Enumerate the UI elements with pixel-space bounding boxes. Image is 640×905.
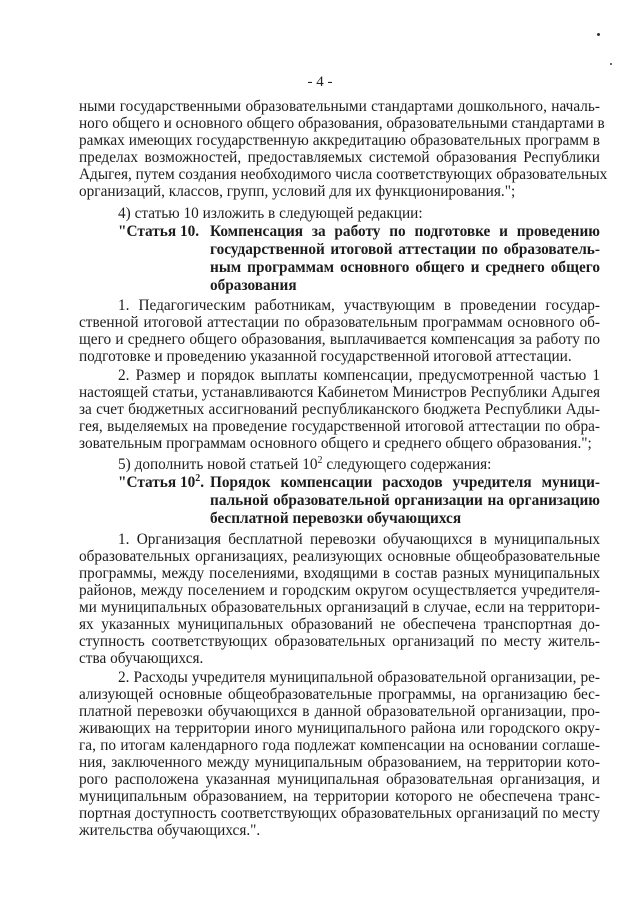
body-line: щего и среднего общего образования, выплачивается компенсация за работу по: [79, 331, 600, 348]
article-10-2-heading-line: пальной образовательной организации на организацию: [210, 492, 600, 509]
body-line: за счет бюджетных ассигнований республиканского бюджета Республики Ады-: [79, 401, 600, 418]
body-line: гея, выделяемых на проведение государственной итоговой аттестации по обра-: [79, 418, 600, 435]
scan-speck: [610, 63, 612, 65]
amendment-text: 5) дополнить новой статьей 10: [118, 456, 318, 473]
body-line: программы, между поселениями, входящими в состав разных муниципальных: [79, 565, 600, 582]
body-line: Адыгея, путем создания необходимого числа соответствующих образовательных: [79, 166, 608, 183]
body-line: портная доступность соответствующих образовательных организаций по месту: [79, 805, 600, 822]
amendment-item: 4) статью 10 изложить в следующей редакции:: [118, 205, 423, 222]
body-line: подготовке и проведению указанной государственной итоговой аттестации.: [79, 348, 572, 365]
body-line: платной перевозки обучающихся в данной образовательной организации, про-: [79, 703, 600, 720]
article-10-2-heading-line: бесплатной перевозки обучающихся: [210, 510, 462, 527]
article-label-text: "Статья 10: [118, 474, 196, 491]
body-line: районов, между поселением и городским округом осуществляется учредителя-: [79, 582, 600, 599]
body-line: ственной итоговой аттестации по образовательным программам основного об-: [79, 314, 600, 331]
superscript: 2: [317, 454, 323, 466]
body-line: ступность соответствующих образовательных организаций по месту житель-: [79, 633, 600, 650]
body-line: жительства обучающихся.".: [79, 822, 261, 839]
body-line: настоящей статьи, устанавливаются Кабинетом Министров Республики Адыгея: [79, 384, 601, 401]
article-10-heading-line: государственной итоговой аттестации по образователь-: [210, 241, 600, 258]
body-line: ного общего и основного общего образования, образовательными стандартами в: [79, 115, 605, 132]
body-line: пределах возможностей, предоставляемых системой образования Республики: [79, 149, 600, 166]
article-10-heading-line: ным программам основного общего и среднего общего: [210, 259, 600, 276]
body-line: 2. Размер и порядок выплаты компенсации, предусмотренной частью 1: [118, 367, 600, 384]
body-line: ния, заключенного между муниципальным образованием, на территории кото-: [79, 754, 600, 771]
body-line: 1. Педагогическим работникам, участвующим в проведении государ-: [118, 297, 600, 314]
article-10-label: "Статья 10.: [118, 223, 200, 240]
body-line: ства обучающихся.: [79, 650, 204, 667]
body-line: зовательным программам основного общего и среднего общего образования.";: [79, 435, 592, 452]
body-line: ми муниципальных образовательных организаций в случае, если на территори-: [79, 599, 600, 616]
body-line: га, по итогам календарного года подлежат компенсации на основании соглаше-: [79, 737, 600, 754]
body-line: муниципальным образованием, на территории которого не обеспечена транс-: [79, 788, 600, 805]
body-line: живающих на территории иного муниципального района или городского окру-: [79, 720, 600, 737]
body-line: 2. Расходы учредителя муниципальной образовательной организации, ре-: [118, 669, 600, 686]
body-line: ными государственными образовательными стандартами дошкольного, началь-: [79, 98, 600, 115]
article-10-heading-line: Компенсация за работу по подготовке и проведению: [210, 223, 600, 240]
body-line: ях указанных муниципальных образований не обеспечена транспортная до-: [79, 616, 600, 633]
amendment-item: [118, 456, 600, 473]
page-number: - 4 -: [307, 74, 333, 90]
body-line: образовательных организациях, реализующих основные общеобразовательные: [79, 548, 600, 565]
body-line: рамках имеющих государственную аккредитацию образовательных программ в: [79, 132, 600, 149]
article-10-2-label: [118, 474, 208, 491]
body-line: рого расположена указанная муниципальная образовательная организация, и: [79, 771, 600, 788]
body-line: организаций, классов, групп, условий для их функционирования.";: [79, 183, 516, 200]
article-10-heading-line: образования: [210, 277, 297, 294]
body-line: 1. Организация бесплатной перевозки обучающихся в муниципальных: [118, 531, 600, 548]
scan-speck: [597, 33, 600, 36]
article-label-text: .: [200, 474, 205, 491]
superscript: 2: [195, 472, 201, 484]
body-line: ализующей основные общеобразовательные программы, на организацию бес-: [79, 686, 600, 703]
amendment-text: следующего содержания:: [322, 456, 492, 473]
article-10-2-heading-line: Порядок компенсации расходов учредителя муници-: [210, 474, 600, 491]
